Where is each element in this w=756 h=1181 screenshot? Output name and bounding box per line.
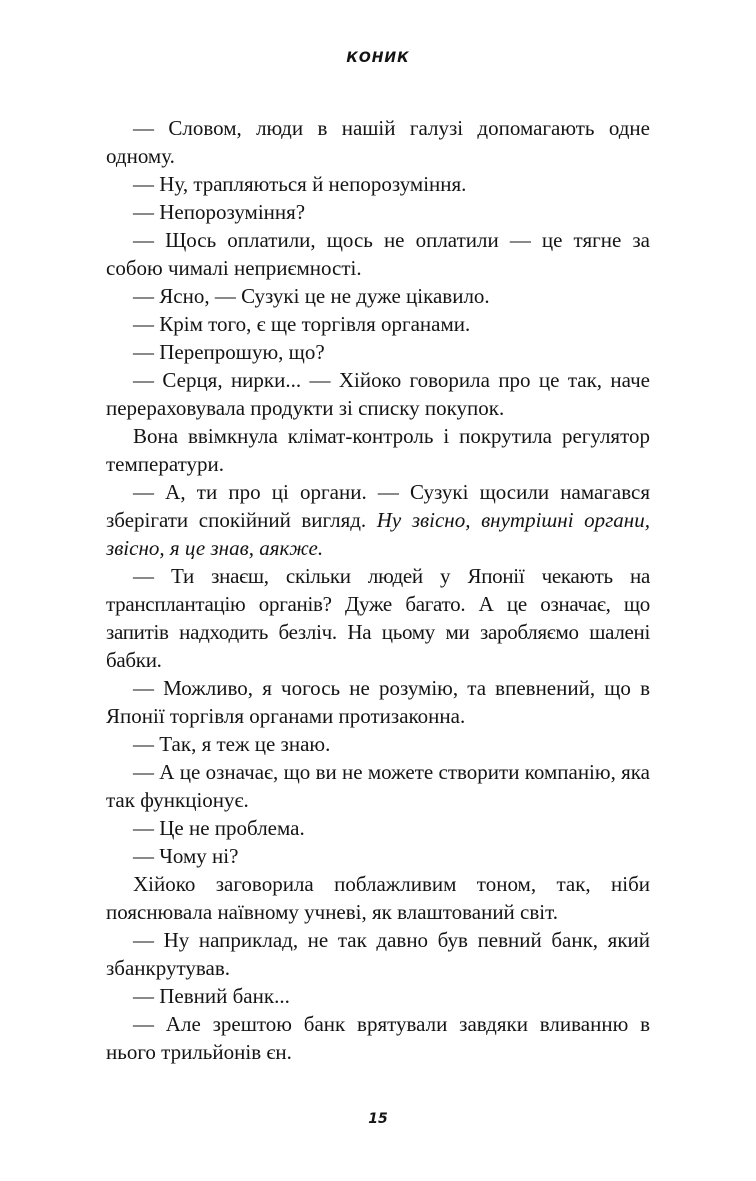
- paragraph: — Можливо, я чогось не розумію, та впевнений, що в Японії торгівля органами протизаконна.: [106, 676, 650, 728]
- paragraph-text: — А, ти про ці органи. — Сузукі щосили намагався зберігати спокійний вигляд.: [106, 480, 650, 532]
- paragraph: — Це не проблема.: [133, 816, 305, 840]
- body-text: [106, 114, 650, 1066]
- paragraph: — Серця, нирки... — Хійоко говорила про це так, наче перераховувала продукти зі списку покупок.: [106, 368, 650, 420]
- paragraph: [106, 478, 650, 562]
- running-head: КОНИК: [346, 50, 410, 66]
- paragraph: Вона ввімкнула клімат-контроль і покрутила регулятор температури.: [106, 424, 650, 476]
- paragraph: — Так, я теж це знаю.: [133, 732, 331, 756]
- paragraph: — Ну наприклад, не так давно був певний банк, який збанкрутував.: [106, 928, 650, 980]
- paragraph: — Чому ні?: [133, 844, 239, 868]
- page-number: 15: [368, 1111, 388, 1127]
- paragraph: — А це означає, що ви не можете створити компанію, яка так функціонує.: [106, 760, 650, 812]
- paragraph: — Ну, трапляються й непорозуміння.: [133, 172, 467, 196]
- paragraph: — Ти знаєш, скільки людей у Японії чекають на трансплантацію органів? Дуже багато. А це означає, що запитів надходить безліч. На цьому ми заробляємо шалені бабки.: [106, 564, 650, 672]
- paragraph: — Але зрештою банк врятували завдяки вливанню в нього трильйонів єн.: [106, 1012, 650, 1064]
- paragraph: — Словом, люди в нашій галузі допомагають одне одному.: [106, 116, 650, 168]
- paragraph: — Щось оплатили, щось не оплатили — це тягне за собою чималі неприємності.: [106, 228, 650, 280]
- paragraph: — Певний банк...: [133, 984, 290, 1008]
- paragraph: Хійоко заговорила поблажливим тоном, так, ніби пояснювала наївному учневі, як влаштований світ.: [106, 872, 650, 924]
- paragraph: — Ясно, — Сузукі це не дуже цікавило.: [133, 284, 490, 308]
- italic-thought: Ну звісно, внутрішні органи, звісно, я це знав, аякже.: [106, 508, 650, 560]
- paragraph: — Перепрошую, що?: [133, 340, 325, 364]
- paragraph: — Крім того, є ще торгівля органами.: [133, 312, 471, 336]
- paragraph: — Непорозуміння?: [133, 200, 306, 224]
